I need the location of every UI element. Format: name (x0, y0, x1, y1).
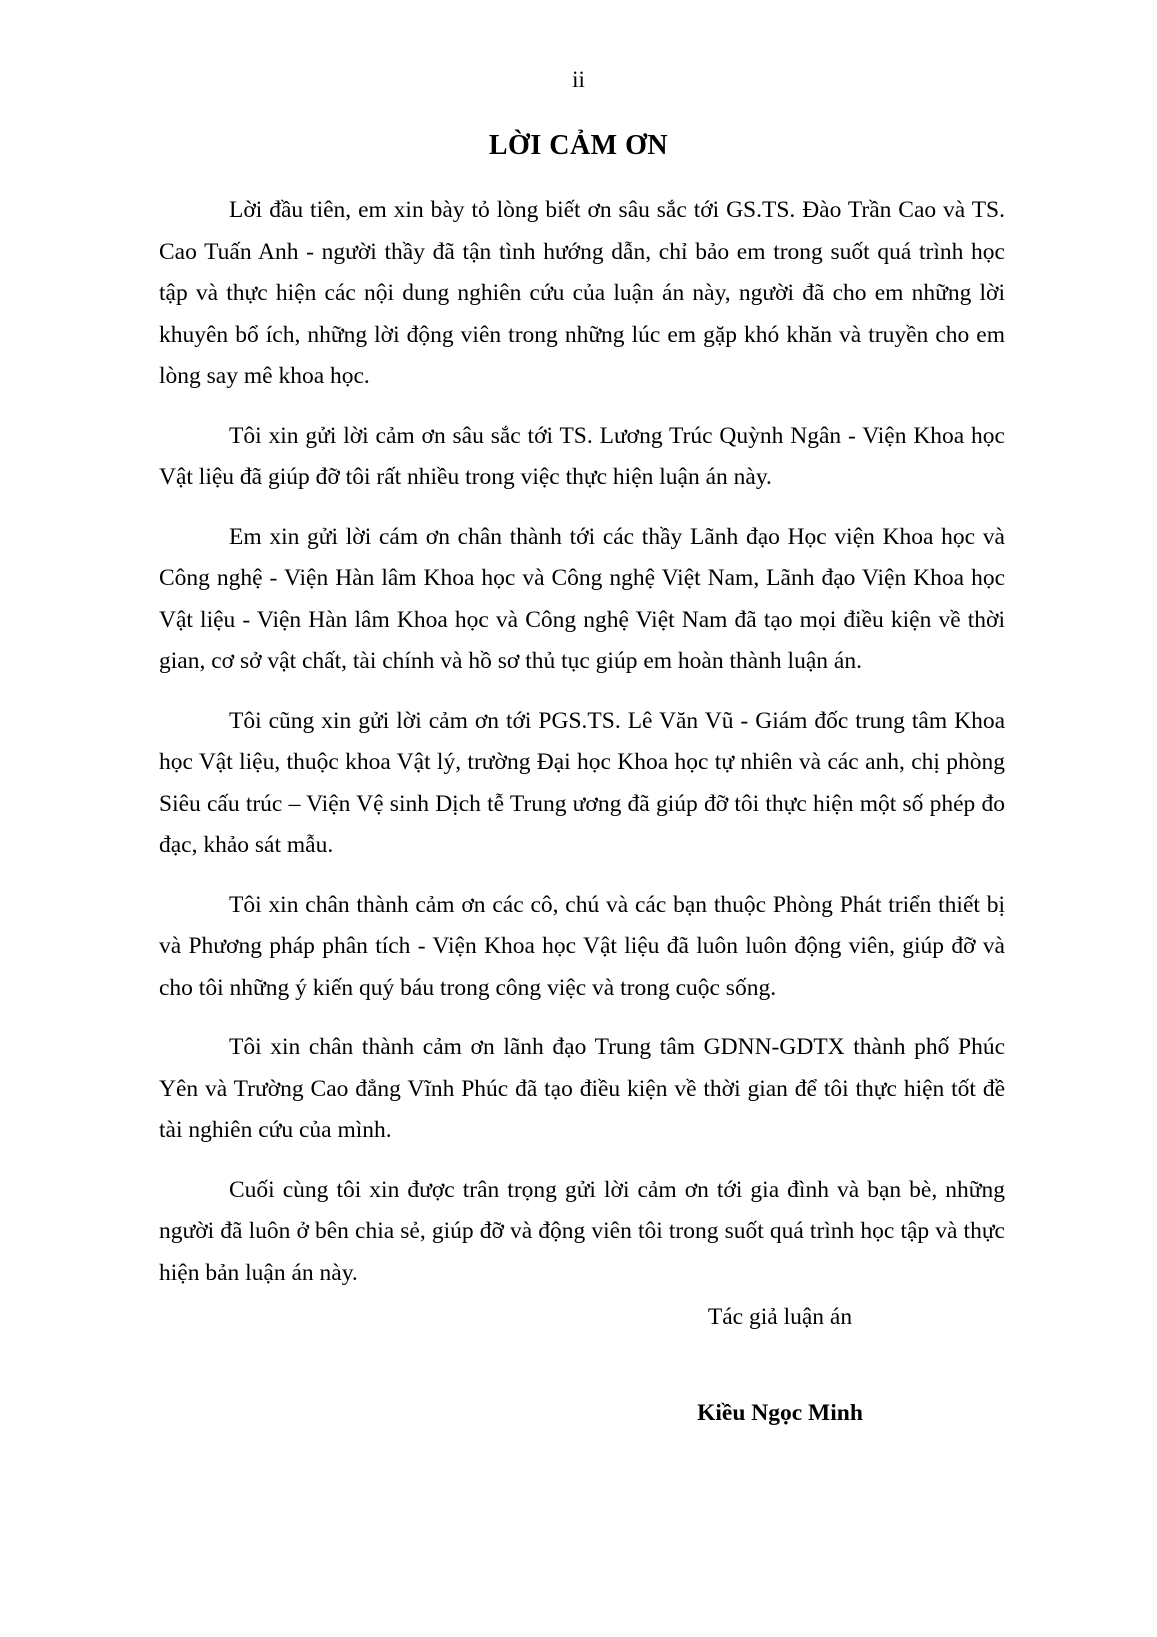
paragraph-1: Lời đầu tiên, em xin bày tỏ lòng biết ơn sâu sắc tới GS.TS. Đào Trần Cao và TS. Cao Tuấn Anh - người thầy đã tận tình hướng dẫn, chỉ bảo em trong suốt quá trình học tập và thực hiện các nội dung nghiên cứu của luận án này, người đã cho em những lời khuyên bổ ích, những lời động viên trong những lúc em gặp khó khăn và truyền cho em lòng say mê khoa học. (159, 197, 1005, 389)
paragraph-6: Tôi xin chân thành cảm ơn lãnh đạo Trung tâm GDNN-GDTX thành phố Phúc Yên và Trường Cao đẳng Vĩnh Phúc đã tạo điều kiện về thời gian để tôi thực hiện tốt đề tài nghiên cứu của mình. (159, 1034, 1005, 1143)
paragraph-3: Em xin gửi lời cám ơn chân thành tới các thầy Lãnh đạo Học viện Khoa học và Công nghệ - Viện Hàn lâm Khoa học và Công nghệ Việt Nam, Lãnh đạo Viện Khoa học Vật liệu - Viện Hàn lâm Khoa học và Công nghệ Việt Nam đã tạo mọi điều kiện về thời gian, cơ sở vật chất, tài chính và hồ sơ thủ tục giúp em hoàn thành luận án. (159, 523, 1005, 674)
paragraph-5: Tôi xin chân thành cảm ơn các cô, chú và các bạn thuộc Phòng Phát triển thiết bị và Phương pháp phân tích - Viện Khoa học Vật liệu đã luôn luôn động viên, giúp đỡ và cho tôi những ý kiến quý báu trong công việc và trong cuộc sống. (159, 891, 1005, 1001)
paragraph-4: Tôi cũng xin gửi lời cảm ơn tới PGS.TS. Lê Văn Vũ - Giám đốc trung tâm Khoa học Vật liệu, thuộc khoa Vật lý, trường Đại học Khoa học tự nhiên và các anh, chị phòng Siêu cấu trúc – Viện Vệ sinh Dịch tễ Trung ương đã giúp đỡ tôi thực hiện một số phép đo đạc, khảo sát mẫu. (159, 707, 1005, 858)
page-number: ii (572, 67, 585, 92)
paragraph-7: Cuối cùng tôi xin được trân trọng gửi lời cảm ơn tới gia đình và bạn bè, những người đã luôn ở bên chia sẻ, giúp đỡ và động viên tôi trong suốt quá trình học tập và thực hiện bản luận án này. (159, 1176, 1005, 1286)
acknowledgement-body (159, 190, 1005, 1312)
page-title: LỜI CẢM ƠN (488, 130, 669, 161)
signature-name: Kiều Ngọc Minh (697, 1400, 863, 1426)
signature-role: Tác giả luận án (707, 1304, 853, 1330)
paragraph-2: Tôi xin gửi lời cảm ơn sâu sắc tới TS. Lương Trúc Quỳnh Ngân - Viện Khoa học Vật liệu đã giúp đỡ tôi rất nhiều trong việc thực hiện luận án này. (159, 422, 1005, 490)
